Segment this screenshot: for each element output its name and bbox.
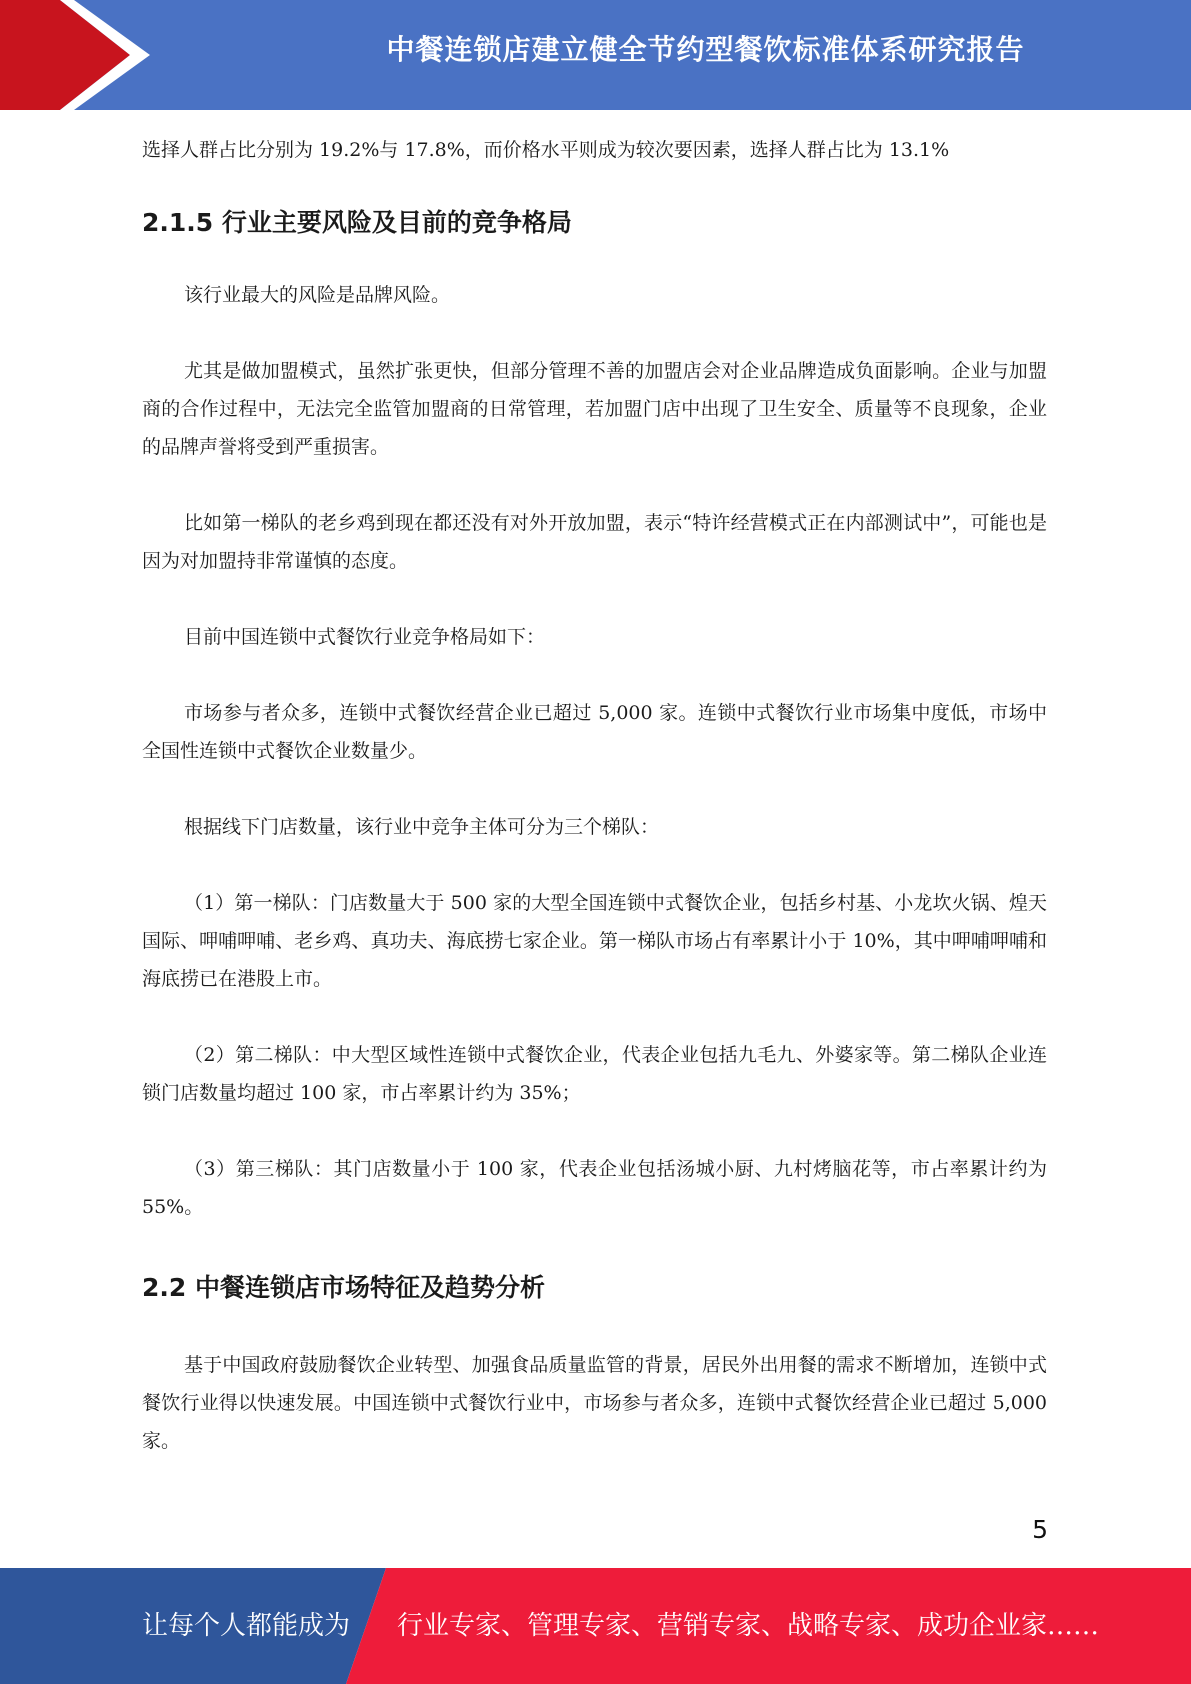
- paragraph: 尤其是做加盟模式，虽然扩张更快，但部分管理不善的加盟店会对企业品牌造成负面影响。企业与加盟商的合作过程中，无法完全监管加盟商的日常管理，若加盟门店中出现了卫生安全、质量等不良现象，企业的品牌声誉将受到严重损害。: [142, 360, 1047, 458]
- page-number: 5: [1032, 1515, 1048, 1544]
- paragraph: 根据线下门店数量，该行业中竞争主体可分为三个梯队：: [184, 816, 660, 838]
- document-body: [142, 132, 1047, 1460]
- paragraph: 目前中国连锁中式餐饮行业竞争格局如下：: [184, 626, 546, 648]
- section-heading-2-1-5: 2.1.5 行业主要风险及目前的竞争格局: [142, 208, 572, 237]
- paragraph: （3）第三梯队：其门店数量小于 100 家，代表企业包括汤城小厨、九村烤脑花等，市占率累计约为 55%。: [142, 1158, 1047, 1218]
- section-heading-2-2: 2.2 中餐连锁店市场特征及趋势分析: [142, 1273, 545, 1302]
- footer-slogan-right: 行业专家、管理专家、营销专家、战略专家、成功企业家……: [397, 1611, 1100, 1641]
- page-footer: [0, 1568, 1191, 1684]
- paragraph: 市场参与者众多，连锁中式餐饮经营企业已超过 5,000 家。连锁中式餐饮行业市场集中度低，市场中全国性连锁中式餐饮企业数量少。: [142, 702, 1047, 762]
- paragraph: 选择人群占比分别为 19.2%与 17.8%，而价格水平则成为较次要因素，选择人群占比为 13.1%: [142, 139, 950, 161]
- paragraph: （1）第一梯队：门店数量大于 500 家的大型全国连锁中式餐饮企业，包括乡村基、小龙坎火锅、煌天国际、呷哺呷哺、老乡鸡、真功夫、海底捞七家企业。第一梯队市场占有率累计小于 10%，其中呷哺呷哺和海底捞已在港股上市。: [142, 892, 1047, 990]
- paragraph: 比如第一梯队的老乡鸡到现在都还没有对外开放加盟，表示“特许经营模式正在内部测试中”，可能也是因为对加盟持非常谨慎的态度。: [142, 512, 1047, 572]
- paragraph: 该行业最大的风险是品牌风险。: [184, 284, 451, 306]
- header-red-arrow-decoration: [0, 0, 150, 110]
- footer-slogan-left: 让每个人都能成为: [142, 1611, 351, 1641]
- paragraph: （2）第二梯队：中大型区域性连锁中式餐饮企业，代表企业包括九毛九、外婆家等。第二梯队企业连锁门店数量均超过 100 家，市占率累计约为 35%；: [142, 1044, 1047, 1104]
- report-title: 中餐连锁店建立健全节约型餐饮标准体系研究报告: [386, 33, 1025, 66]
- page-header: [0, 0, 1191, 110]
- paragraph: 基于中国政府鼓励餐饮企业转型、加强食品质量监管的背景，居民外出用餐的需求不断增加，连锁中式餐饮行业得以快速发展。中国连锁中式餐饮行业中，市场参与者众多，连锁中式餐饮经营企业已超过 5,000 家。: [142, 1354, 1047, 1452]
